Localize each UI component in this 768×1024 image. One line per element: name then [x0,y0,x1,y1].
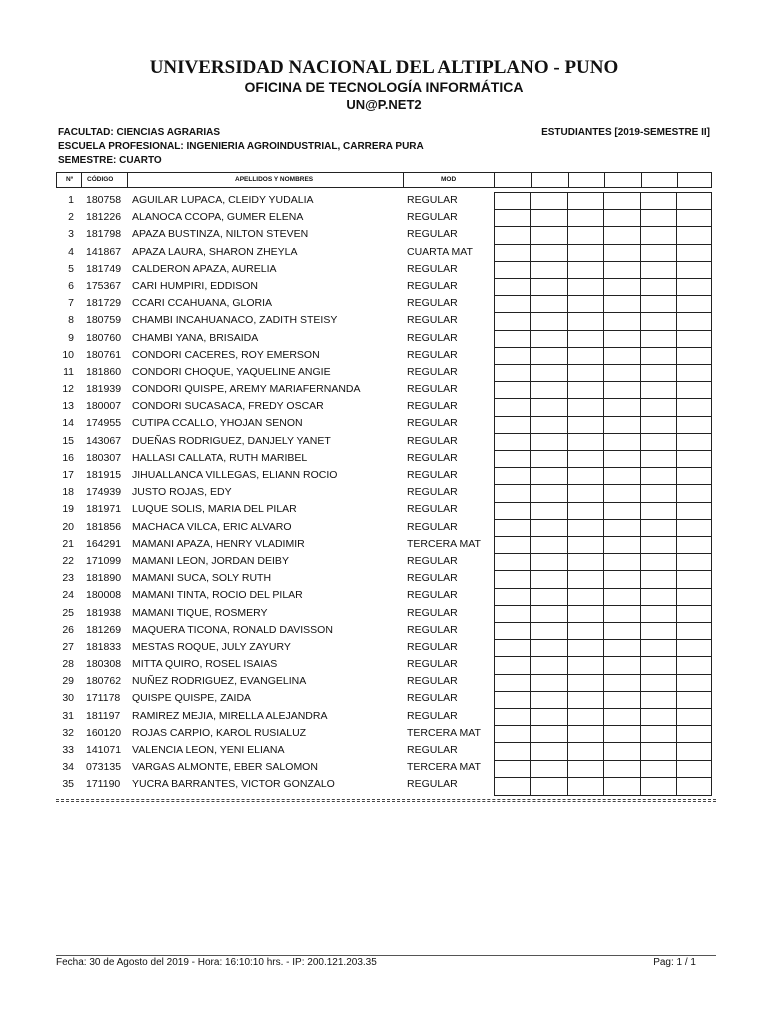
student-code: 171099 [86,554,122,567]
table-row [56,519,716,536]
table-row [56,553,716,570]
table-row [56,467,716,484]
row-number: 27 [62,640,74,653]
student-code: 181938 [86,606,122,619]
column-header-mod: MOD [441,176,457,183]
page-number: Pag: 1 / 1 [653,957,696,968]
row-number: 35 [62,778,74,791]
student-name: DUEÑAS RODRIGUEZ, DANJELY YANET [132,434,331,447]
student-code: 181729 [86,297,122,310]
student-code: 180008 [86,589,122,602]
student-mod: REGULAR [407,194,458,206]
student-code: 141071 [86,744,122,756]
student-code: 180762 [86,675,122,688]
row-number: 32 [62,726,74,739]
student-code: 164291 [86,537,122,550]
student-code: 180308 [86,658,122,671]
row-number: 16 [62,451,74,464]
row-number: 19 [62,503,74,516]
student-name: HALLASI CALLATA, RUTH MARIBEL [132,451,308,464]
row-number: 6 [68,279,74,292]
table-row [56,570,716,587]
row-number: 25 [62,606,74,619]
row-number: 22 [62,554,74,567]
student-code: 160120 [86,726,122,739]
table-row [56,312,716,329]
row-number: 12 [62,383,74,396]
table-row [56,776,716,793]
student-mod: REGULAR [407,640,458,653]
table-row [56,605,716,622]
student-name: MESTAS ROQUE, JULY ZAYURY [132,640,291,653]
row-number: 20 [62,520,74,533]
student-mod: TERCERA MAT [407,726,481,739]
student-name: CONDORI CACERES, ROY EMERSON [132,348,320,361]
table-row [56,742,716,759]
table-row [56,484,716,501]
table-row [56,330,716,347]
table-row [56,278,716,295]
semester-label: SEMESTRE: CUARTO [58,155,162,166]
student-mod: REGULAR [407,554,458,567]
student-code: 180758 [86,194,122,206]
row-number: 14 [62,417,74,430]
student-name: CONDORI CHOQUE, YAQUELINE ANGIE [132,365,331,378]
student-name: ROJAS CARPIO, KAROL RUSIALUZ [132,726,307,739]
student-mod: CUARTA MAT [407,245,473,258]
row-number: 3 [68,228,74,241]
student-mod: REGULAR [407,348,458,361]
student-mod: REGULAR [407,211,458,224]
student-name: ALANOCA CCOPA, GUMER ELENA [132,211,304,224]
table-row [56,450,716,467]
student-name: CONDORI QUISPE, AREMY MARIAFERNANDA [132,383,361,396]
table-row [56,192,716,209]
student-mod: REGULAR [407,778,458,791]
student-code: 180307 [86,451,122,464]
student-code: 181833 [86,640,122,653]
row-number: 28 [62,658,74,671]
student-code: 181971 [86,503,122,516]
row-number: 5 [68,262,74,275]
student-mod: REGULAR [407,400,458,413]
student-name: NUÑEZ RODRIGUEZ, EVANGELINA [132,675,307,688]
end-divider [56,799,716,800]
student-code: 171178 [86,692,121,705]
table-row [56,673,716,690]
student-name: LUQUE SOLIS, MARIA DEL PILAR [132,503,297,516]
student-name: APAZA LAURA, SHARON ZHEYLA [132,245,298,258]
student-code: 181856 [86,520,122,533]
row-number: 4 [68,245,74,258]
table-row [56,295,716,312]
student-name: MAQUERA TICONA, RONALD DAVISSON [132,623,333,636]
row-number: 29 [62,675,74,688]
student-name: MAMANI APAZA, HENRY VLADIMIR [132,537,305,550]
row-number: 13 [62,400,74,413]
student-mod: REGULAR [407,297,458,310]
student-mod: REGULAR [407,262,458,275]
student-code: 181939 [86,383,122,396]
students-period-label: ESTUDIANTES [2019-SEMESTRE II] [541,127,710,138]
student-mod: TERCERA MAT [407,761,481,774]
student-code: 180759 [86,314,122,327]
row-number: 7 [68,297,74,310]
table-row [56,622,716,639]
table-row [56,244,716,261]
row-number: 1 [68,194,74,206]
row-number: 31 [62,709,74,722]
student-mod: TERCERA MAT [407,537,481,550]
student-mod: REGULAR [407,623,458,636]
student-mod: REGULAR [407,589,458,602]
student-name: VALENCIA LEON, YENI ELIANA [132,744,285,756]
student-name: CARI HUMPIRI, EDDISON [132,279,259,292]
table-row [56,690,716,707]
student-mod: REGULAR [407,383,458,396]
table-row [56,725,716,742]
table-row [56,433,716,450]
student-mod: REGULAR [407,503,458,516]
student-name: CHAMBI INCAHUANACO, ZADITH STEISY [132,314,338,327]
table-row [56,501,716,518]
student-name: MAMANI SUCA, SOLY RUTH [132,572,272,585]
row-number: 30 [62,692,74,705]
table-row [56,261,716,278]
student-code: 175367 [86,279,122,292]
student-code: 180760 [86,331,122,344]
column-header-num: Nº [66,176,74,183]
student-mod: REGULAR [407,658,458,671]
student-code: 174955 [86,417,122,430]
student-mod: REGULAR [407,744,458,756]
row-number: 33 [62,744,74,756]
student-code: 181226 [86,211,122,224]
student-code: 171190 [86,778,121,791]
table-row [56,226,716,243]
footer-timestamp: Fecha: 30 de Agosto del 2019 - Hora: 16:10:10 hrs. - IP: 200.121.203.35 [56,957,377,968]
row-number: 10 [62,348,74,361]
row-number: 8 [68,314,74,327]
student-name: YUCRA BARRANTES, VICTOR GONZALO [132,778,335,791]
faculty-label: FACULTAD: CIENCIAS AGRARIAS [58,127,221,138]
student-mod: REGULAR [407,520,458,533]
row-number: 18 [62,486,74,499]
student-name: CCARI CCAHUANA, GLORIA [132,297,273,310]
row-number: 2 [68,211,74,224]
row-number: 21 [62,537,74,550]
table-row [56,381,716,398]
table-row [56,759,716,776]
student-code: 181915 [86,469,122,481]
student-name: CALDERON APAZA, AURELIA [132,262,277,275]
table-row [56,415,716,432]
student-mod: REGULAR [407,331,458,344]
student-mod: REGULAR [407,469,458,481]
student-code: 181798 [86,228,122,241]
student-name: CONDORI SUCASACA, FREDY OSCAR [132,400,324,413]
student-list [56,192,716,794]
student-name: MAMANI TINTA, ROCIO DEL PILAR [132,589,303,602]
student-code: 141867 [86,245,122,258]
table-row [56,536,716,553]
student-mod: REGULAR [407,486,458,499]
table-row [56,398,716,415]
student-mod: REGULAR [407,572,458,585]
row-number: 17 [62,469,74,481]
student-name: JIHUALLANCA VILLEGAS, ELIANN ROCIO [132,469,338,481]
row-number: 23 [62,572,74,585]
student-name: MACHACA VILCA, ERIC ALVARO [132,520,292,533]
table-row [56,656,716,673]
table-header [56,172,712,188]
table-row [56,209,716,226]
student-mod: REGULAR [407,692,458,705]
row-number: 9 [68,331,74,344]
row-number: 24 [62,589,74,602]
footer-divider [56,955,716,956]
student-mod: REGULAR [407,451,458,464]
student-name: QUISPE QUISPE, ZAIDA [132,692,252,705]
student-name: APAZA BUSTINZA, NILTON STEVEN [132,228,309,241]
student-name: CHAMBI YANA, BRISAIDA [132,331,259,344]
column-header-names: APELLIDOS Y NOMBRES [235,176,314,183]
student-name: AGUILAR LUPACA, CLEIDY YUDALIA [132,194,314,206]
student-mod: REGULAR [407,365,458,378]
student-code: 180761 [86,348,122,361]
student-mod: REGULAR [407,434,458,447]
office-title: OFICINA DE TECNOLOGÍA INFORMÁTICA [244,79,524,95]
row-number: 15 [62,434,74,447]
student-code: 180007 [86,400,122,413]
column-header-code: CÓDIGO [87,176,114,183]
student-name: MAMANI TIQUE, ROSMERY [132,606,268,619]
student-code: 143067 [86,434,122,447]
student-code: 073135 [86,761,122,774]
student-name: CUTIPA CCALLO, YHOJAN SENON [132,417,303,430]
student-code: 181269 [86,623,122,636]
student-mod: REGULAR [407,279,458,292]
row-number: 34 [62,761,74,774]
end-divider-2 [56,801,716,802]
school-label: ESCUELA PROFESIONAL: INGENIERIA AGROINDUSTRIAL, CARRERA PURA [58,141,424,152]
table-row [56,364,716,381]
table-row [56,587,716,604]
student-code: 181890 [86,572,122,585]
student-mod: REGULAR [407,417,458,430]
student-mod: REGULAR [407,709,458,722]
university-title: UNIVERSIDAD NACIONAL DEL ALTIPLANO - PUNO [149,57,619,78]
table-row [56,639,716,656]
student-name: JUSTO ROJAS, EDY [132,486,232,499]
student-name: MITTA QUIRO, ROSEL ISAIAS [132,658,278,671]
system-title: UN@P.NET2 [346,97,422,112]
student-code: 174939 [86,486,122,499]
table-row [56,347,716,364]
student-mod: REGULAR [407,228,458,241]
student-code: 181197 [86,709,121,722]
student-mod: REGULAR [407,314,458,327]
student-name: VARGAS ALMONTE, EBER SALOMON [132,761,318,774]
student-name: MAMANI LEON, JORDAN DEIBY [132,554,289,567]
student-mod: REGULAR [407,606,458,619]
student-code: 181749 [86,262,122,275]
row-number: 11 [63,365,74,378]
row-number: 26 [62,623,74,636]
table-row [56,708,716,725]
student-mod: REGULAR [407,675,458,688]
student-name: RAMIREZ MEJIA, MIRELLA ALEJANDRA [132,709,328,722]
student-code: 181860 [86,365,122,378]
